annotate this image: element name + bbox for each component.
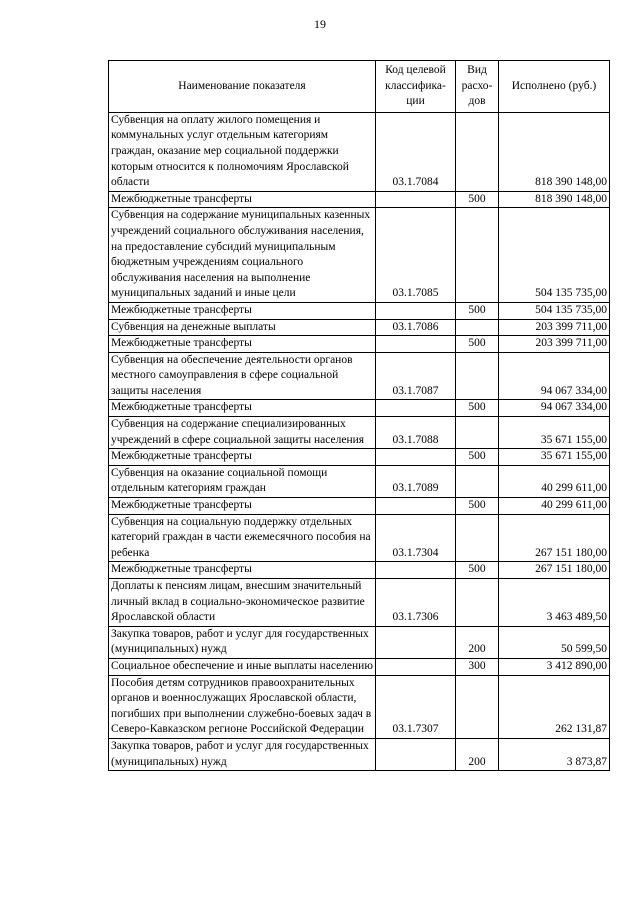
table-row bbox=[109, 208, 610, 303]
header-executed-amount: Исполнено (руб.) bbox=[499, 61, 610, 113]
row-classification-code: 03.1.7086 bbox=[376, 319, 456, 336]
row-classification-code bbox=[376, 336, 456, 353]
row-classification-code bbox=[376, 658, 456, 675]
table-body bbox=[109, 112, 610, 770]
budget-execution-table bbox=[108, 60, 610, 771]
row-classification-code bbox=[376, 302, 456, 319]
row-expense-type: 200 bbox=[456, 738, 499, 770]
row-indicator-name: Пособия детям сотрудников правоохранительных органов и военнослужащих Ярославской области, погибших при выполнении служебно-боевых задач в Северо-Кавказском регионе Российской Федерации bbox=[109, 675, 376, 738]
table-row bbox=[109, 417, 610, 449]
row-classification-code bbox=[376, 191, 456, 208]
row-classification-code: 03.1.7304 bbox=[376, 514, 456, 562]
row-indicator-name: Закупка товаров, работ и услуг для государственных (муниципальных) нужд bbox=[109, 626, 376, 658]
row-indicator-name: Закупка товаров, работ и услуг для государственных (муниципальных) нужд bbox=[109, 738, 376, 770]
table-row bbox=[109, 352, 610, 400]
row-executed-amount: 3 873,87 bbox=[499, 738, 610, 770]
row-classification-code bbox=[376, 498, 456, 515]
page-number: 19 bbox=[314, 17, 326, 31]
table-row bbox=[109, 562, 610, 579]
row-executed-amount: 267 151 180,00 bbox=[499, 514, 610, 562]
row-indicator-name: Доплаты к пенсиям лицам, внесшим значительный личный вклад в социально-экономическое развитие Ярославской области bbox=[109, 579, 376, 627]
row-expense-type: 500 bbox=[456, 449, 499, 466]
row-indicator-name: Межбюджетные трансферты bbox=[109, 191, 376, 208]
row-indicator-name: Субвенция на содержание муниципальных казенных учреждений социального обслуживания населения, на предоставление субсидий муниципальным бюджетным учреждениям социального обслуживания населения на выполнение муниципальных заданий и иные цели bbox=[109, 208, 376, 303]
table-row bbox=[109, 191, 610, 208]
row-expense-type bbox=[456, 112, 499, 191]
row-indicator-name: Межбюджетные трансферты bbox=[109, 336, 376, 353]
row-classification-code: 03.1.7089 bbox=[376, 465, 456, 497]
row-executed-amount: 267 151 180,00 bbox=[499, 562, 610, 579]
row-executed-amount: 504 135 735,00 bbox=[499, 208, 610, 303]
table-row bbox=[109, 514, 610, 562]
row-indicator-name: Межбюджетные трансферты bbox=[109, 562, 376, 579]
row-indicator-name: Социальное обеспечение и иные выплаты населению bbox=[109, 658, 376, 675]
row-expense-type: 300 bbox=[456, 658, 499, 675]
row-executed-amount: 203 399 711,00 bbox=[499, 319, 610, 336]
row-indicator-name: Межбюджетные трансферты bbox=[109, 400, 376, 417]
row-executed-amount: 35 671 155,00 bbox=[499, 449, 610, 466]
header-expense-type: Вид расхо-дов bbox=[456, 61, 499, 113]
row-executed-amount: 40 299 611,00 bbox=[499, 498, 610, 515]
row-executed-amount: 504 135 735,00 bbox=[499, 302, 610, 319]
row-expense-type: 500 bbox=[456, 302, 499, 319]
table-header-row bbox=[109, 61, 610, 113]
row-classification-code bbox=[376, 738, 456, 770]
row-indicator-name: Субвенция на денежные выплаты bbox=[109, 319, 376, 336]
table-row bbox=[109, 400, 610, 417]
header-target-classification-code: Код целевой классифика-ции bbox=[376, 61, 456, 113]
row-executed-amount: 40 299 611,00 bbox=[499, 465, 610, 497]
row-executed-amount: 94 067 334,00 bbox=[499, 352, 610, 400]
row-classification-code: 03.1.7307 bbox=[376, 675, 456, 738]
row-executed-amount: 35 671 155,00 bbox=[499, 417, 610, 449]
table-row bbox=[109, 112, 610, 191]
row-classification-code: 03.1.7088 bbox=[376, 417, 456, 449]
row-executed-amount: 818 390 148,00 bbox=[499, 112, 610, 191]
row-classification-code bbox=[376, 626, 456, 658]
row-classification-code bbox=[376, 400, 456, 417]
row-executed-amount: 94 067 334,00 bbox=[499, 400, 610, 417]
table-row bbox=[109, 579, 610, 627]
table-row bbox=[109, 498, 610, 515]
row-executed-amount: 50 599,50 bbox=[499, 626, 610, 658]
row-expense-type bbox=[456, 417, 499, 449]
row-expense-type: 500 bbox=[456, 191, 499, 208]
table-row bbox=[109, 658, 610, 675]
header-indicator-name: Наименование показателя bbox=[109, 61, 376, 113]
row-expense-type bbox=[456, 352, 499, 400]
row-executed-amount: 3 412 890,00 bbox=[499, 658, 610, 675]
row-indicator-name: Субвенция на обеспечение деятельности органов местного самоуправления в сфере социальной защиты населения bbox=[109, 352, 376, 400]
row-expense-type: 500 bbox=[456, 336, 499, 353]
table-row bbox=[109, 738, 610, 770]
row-indicator-name: Межбюджетные трансферты bbox=[109, 449, 376, 466]
table-row bbox=[109, 465, 610, 497]
row-expense-type: 500 bbox=[456, 400, 499, 417]
table-row bbox=[109, 626, 610, 658]
row-expense-type bbox=[456, 514, 499, 562]
row-classification-code: 03.1.7087 bbox=[376, 352, 456, 400]
row-classification-code: 03.1.7085 bbox=[376, 208, 456, 303]
table-row bbox=[109, 336, 610, 353]
table-row bbox=[109, 319, 610, 336]
row-classification-code: 03.1.7084 bbox=[376, 112, 456, 191]
row-classification-code: 03.1.7306 bbox=[376, 579, 456, 627]
row-expense-type bbox=[456, 675, 499, 738]
row-executed-amount: 262 131,87 bbox=[499, 675, 610, 738]
table-row bbox=[109, 449, 610, 466]
row-executed-amount: 203 399 711,00 bbox=[499, 336, 610, 353]
row-indicator-name: Субвенция на оказание социальной помощи отдельным категориям граждан bbox=[109, 465, 376, 497]
table-row bbox=[109, 675, 610, 738]
row-expense-type bbox=[456, 465, 499, 497]
row-expense-type: 500 bbox=[456, 498, 499, 515]
row-expense-type: 500 bbox=[456, 562, 499, 579]
table-row bbox=[109, 302, 610, 319]
row-executed-amount: 3 463 489,50 bbox=[499, 579, 610, 627]
row-indicator-name: Межбюджетные трансферты bbox=[109, 498, 376, 515]
row-indicator-name: Субвенция на социальную поддержку отдельных категорий граждан в части ежемесячного пособия на ребенка bbox=[109, 514, 376, 562]
row-indicator-name: Субвенция на содержание специализированных учреждений в сфере социальной защиты населения bbox=[109, 417, 376, 449]
row-expense-type bbox=[456, 208, 499, 303]
row-expense-type bbox=[456, 319, 499, 336]
row-classification-code bbox=[376, 449, 456, 466]
row-executed-amount: 818 390 148,00 bbox=[499, 191, 610, 208]
row-classification-code bbox=[376, 562, 456, 579]
row-indicator-name: Субвенция на оплату жилого помещения и коммунальных услуг отдельным категориям граждан, оказание мер социальной поддержки которым относится к полномочиям Ярославской области bbox=[109, 112, 376, 191]
row-indicator-name: Межбюджетные трансферты bbox=[109, 302, 376, 319]
row-expense-type bbox=[456, 579, 499, 627]
row-expense-type: 200 bbox=[456, 626, 499, 658]
